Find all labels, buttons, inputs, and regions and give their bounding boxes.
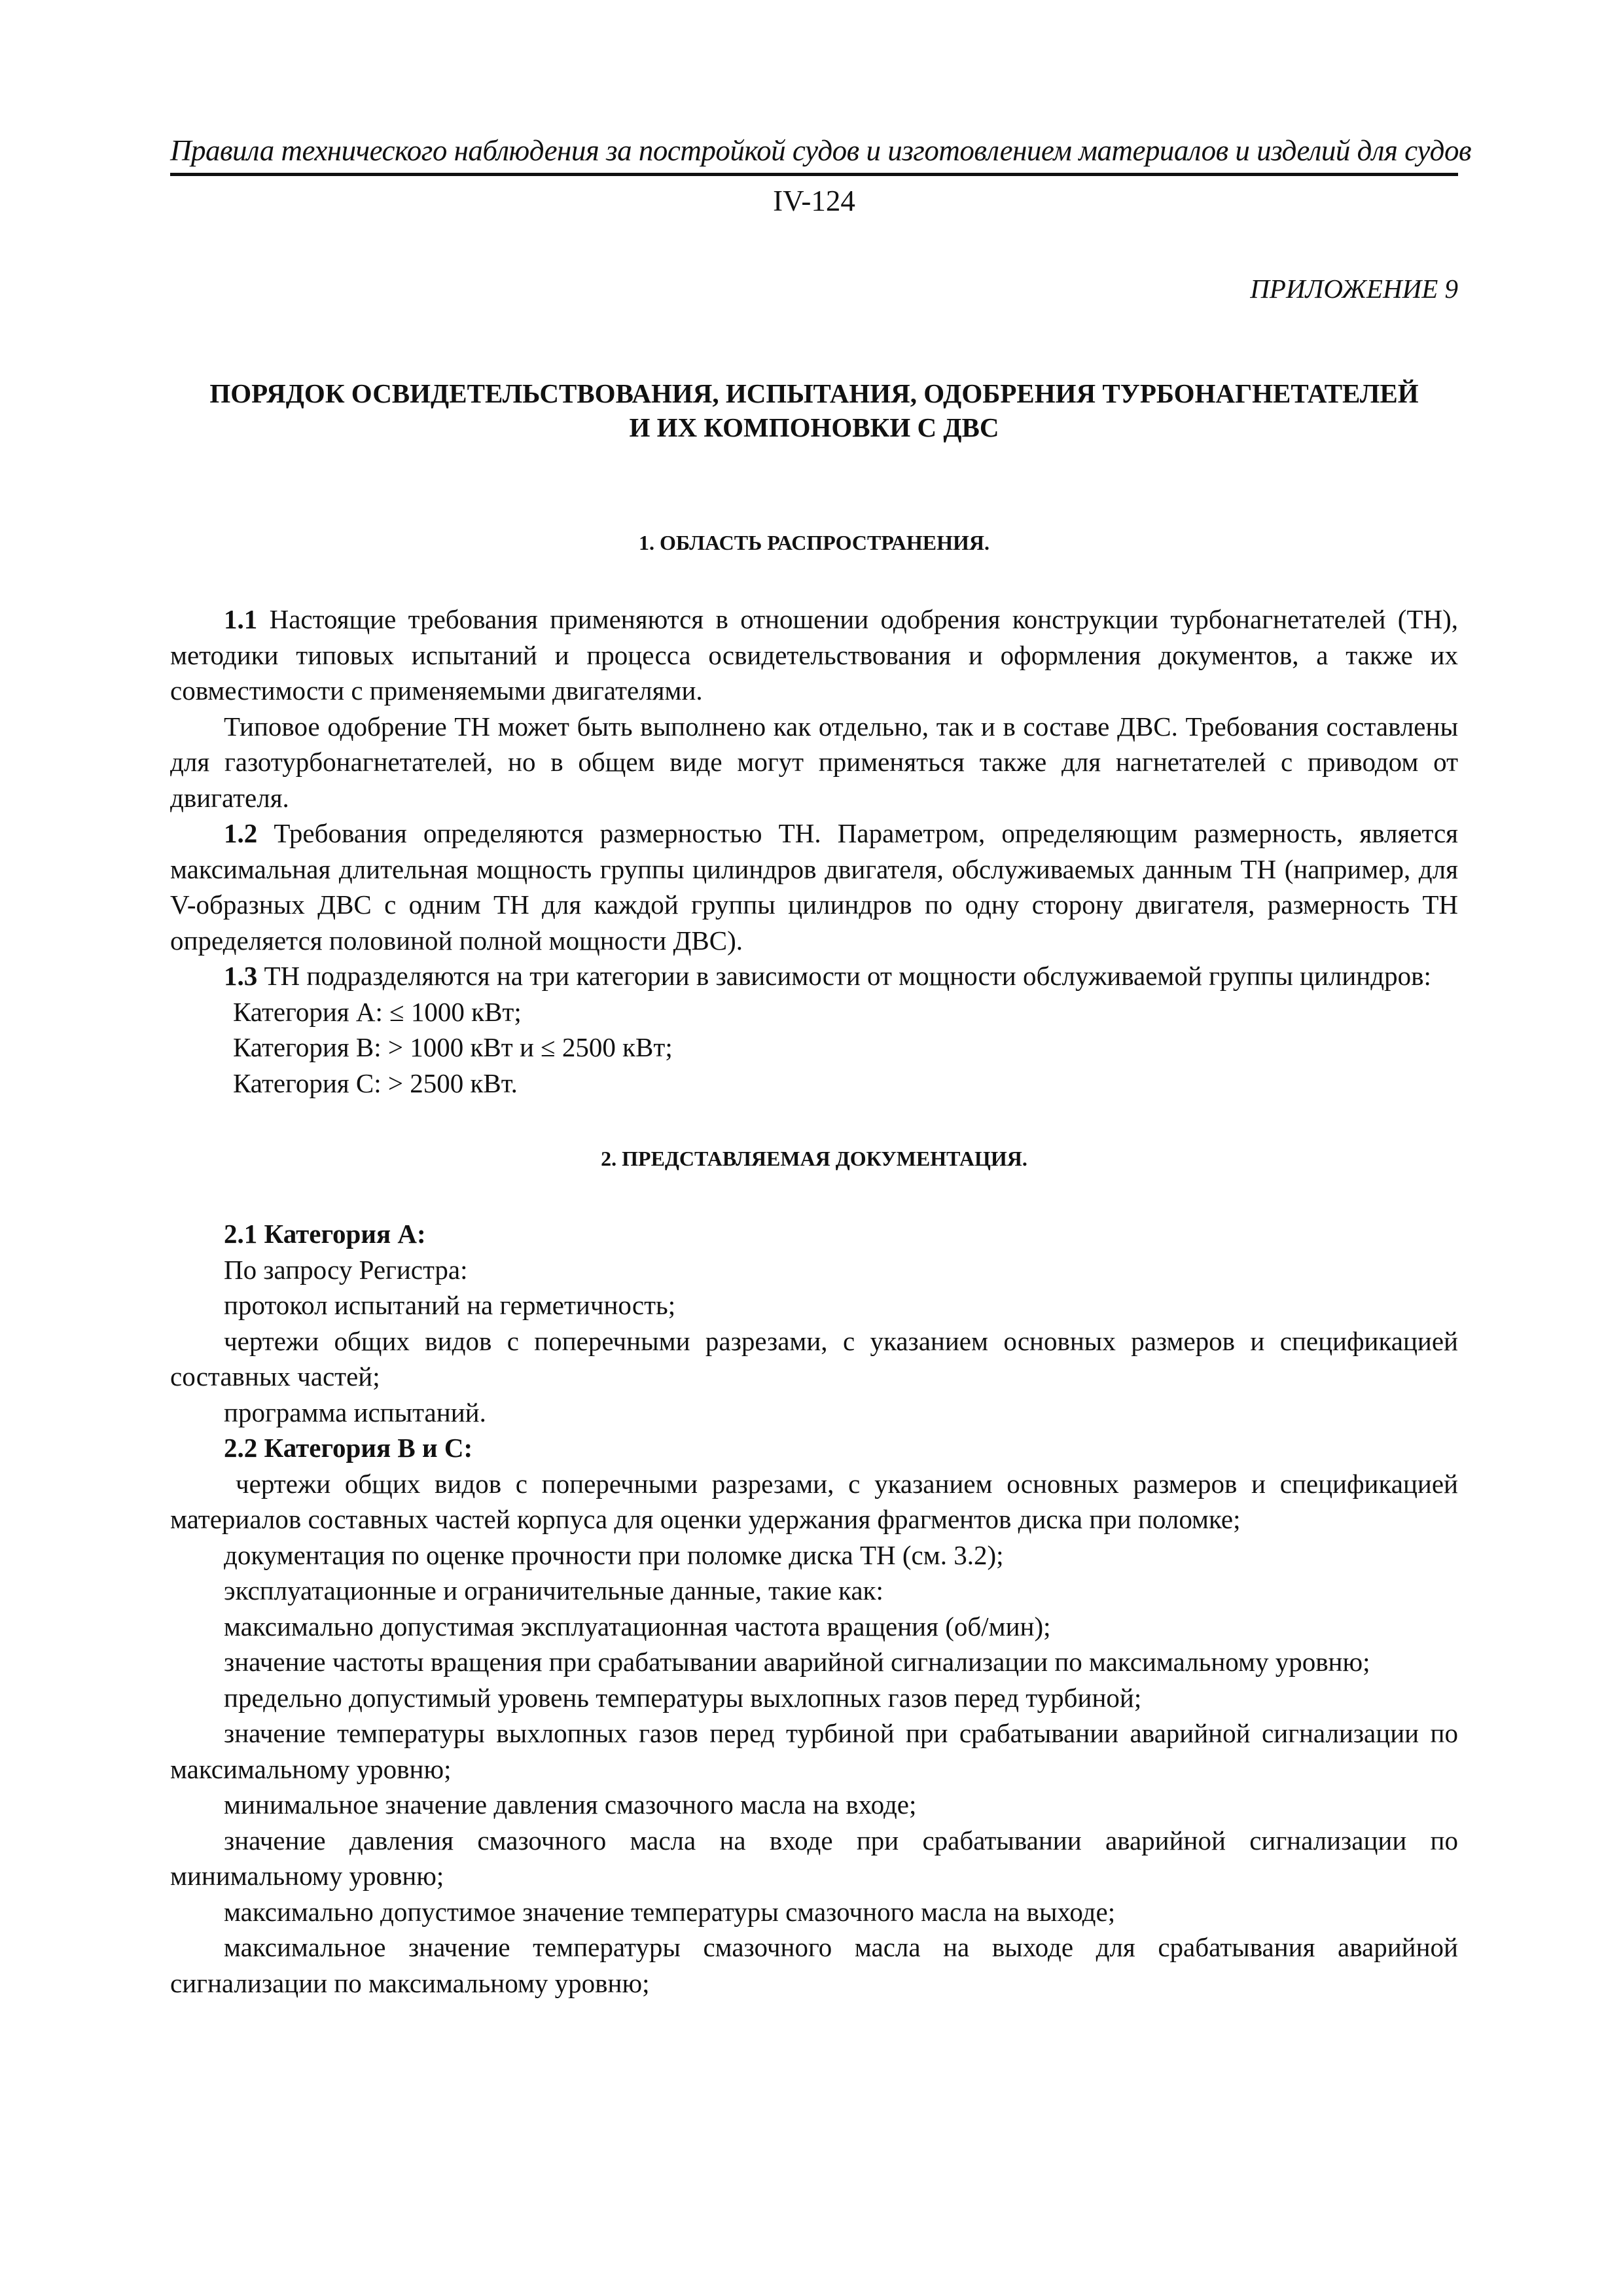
section-1-heading: 1. ОБЛАСТЬ РАСПРОСТРАНЕНИЯ.: [639, 531, 990, 554]
list-item: максимальное значение температуры смазочного масла на выходе для срабатывания аварийной сигнализации по максимальному уровню;: [170, 1932, 1458, 1998]
category-item: Категория С: > 2500 кВт.: [233, 1067, 518, 1098]
paragraph-number: 1.3: [224, 961, 258, 991]
document-title-line-2: И ИХ КОМПОНОВКИ С ДВС: [629, 412, 999, 442]
list-item: чертежи общих видов с поперечными разрезами, с указанием основных размеров и спецификацией составных частей;: [170, 1325, 1458, 1391]
document-title: [170, 376, 1458, 444]
paragraph-type-approval: Типовое одобрение ТН может быть выполнено как отдельно, так и в составе ДВС. Требования составлены для газотурбонагнетателей, но в общем виде могут применяться также для нагнетателей с приводом от двигателя.: [170, 711, 1458, 813]
list-item: документация по оценке прочности при поломке диска ТН (см. 3.2);: [224, 1539, 1004, 1570]
list-item: минимальное значение давления смазочного масла на входе;: [224, 1789, 917, 1820]
list-item: предельно допустимый уровень температуры выхлопных газов перед турбиной;: [224, 1682, 1142, 1713]
list-item: программа испытаний.: [224, 1397, 486, 1427]
paragraph-1-3: [170, 958, 1458, 994]
category-item: Категория В: > 1000 кВт и ≤ 2500 кВт;: [233, 1032, 673, 1062]
list-item: эксплуатационные и ограничительные данные, такие как:: [224, 1575, 883, 1605]
list-item: чертежи общих видов с поперечными разрезами, с указанием основных размеров и спецификацией материалов составных частей корпуса для оценки удержания фрагментов диска при поломке;: [170, 1468, 1458, 1534]
section-1-body: [170, 601, 1458, 1101]
paragraph-1-1: [170, 601, 1458, 709]
appendix-label: ПРИЛОЖЕНИЕ 9: [1250, 274, 1458, 304]
document-page: [170, 131, 1471, 2001]
list-item: максимально допустимая эксплуатационная частота вращения (об/мин);: [224, 1611, 1051, 1641]
list-item: максимально допустимое значение температуры смазочного масла на выходе;: [224, 1896, 1116, 1927]
page-number: IV-124: [773, 185, 855, 217]
subsection-2-1-heading: 2.1 Категория А:: [224, 1219, 426, 1249]
list-item: значение частоты вращения при срабатывании аварийной сигнализации по максимальному уровню;: [224, 1647, 1370, 1677]
list-item: значение давления смазочного масла на входе при срабатывании аварийной сигнализации по минимальному уровню;: [170, 1825, 1458, 1891]
category-item: Категория А: ≤ 1000 кВт;: [233, 996, 522, 1027]
paragraph-1-2: [170, 816, 1458, 958]
list-item: протокол испытаний на герметичность;: [224, 1290, 676, 1320]
paragraph-number: 1.2: [224, 818, 258, 848]
list-item: значение температуры выхлопных газов перед турбиной при срабатывании аварийной сигнализации по максимальному уровню;: [170, 1718, 1458, 1784]
paragraph-number: 1.1: [224, 604, 258, 634]
paragraph-text: Требования определяются размерностью ТН. Параметром, определяющим размерность, является максимальная длительная мощность группы цилиндров двигателя, обслуживаемых данным ТН (например, для V-образных ДВС с одним ТН для каждой группы цилиндров по одну сторону двигателя, размерность ТН определяется половиной полной мощности ДВС).: [170, 818, 1458, 956]
subsection-2-2-heading: 2.2 Категория В и С:: [224, 1433, 473, 1463]
paragraph-text: ТН подразделяются на три категории в зависимости от мощности обслуживаемой группы цилиндров:: [257, 961, 1431, 991]
section-2-body: [170, 1216, 1458, 2001]
running-header: Правила технического наблюдения за постройкой судов и изготовлением материалов и изделий для судов: [170, 134, 1471, 167]
document-title-line-1: ПОРЯДОК ОСВИДЕТЕЛЬСТВОВАНИЯ, ИСПЫТАНИЯ, ОДОБРЕНИЯ ТУРБОНАГНЕТАТЕЛЕЙ: [209, 378, 1419, 408]
section-2-heading: 2. ПРЕДСТАВЛЯЕМАЯ ДОКУМЕНТАЦИЯ.: [601, 1147, 1027, 1170]
paragraph-text: Настоящие требования применяются в отношении одобрения конструкции турбонагнетателей (ТН), методики типовых испытаний и процесса освидетельствования и оформления документов, а также их совместимости с применяемыми двигателями.: [170, 604, 1458, 706]
header-rule: [170, 173, 1458, 176]
list-item: По запросу Регистра:: [224, 1254, 468, 1285]
